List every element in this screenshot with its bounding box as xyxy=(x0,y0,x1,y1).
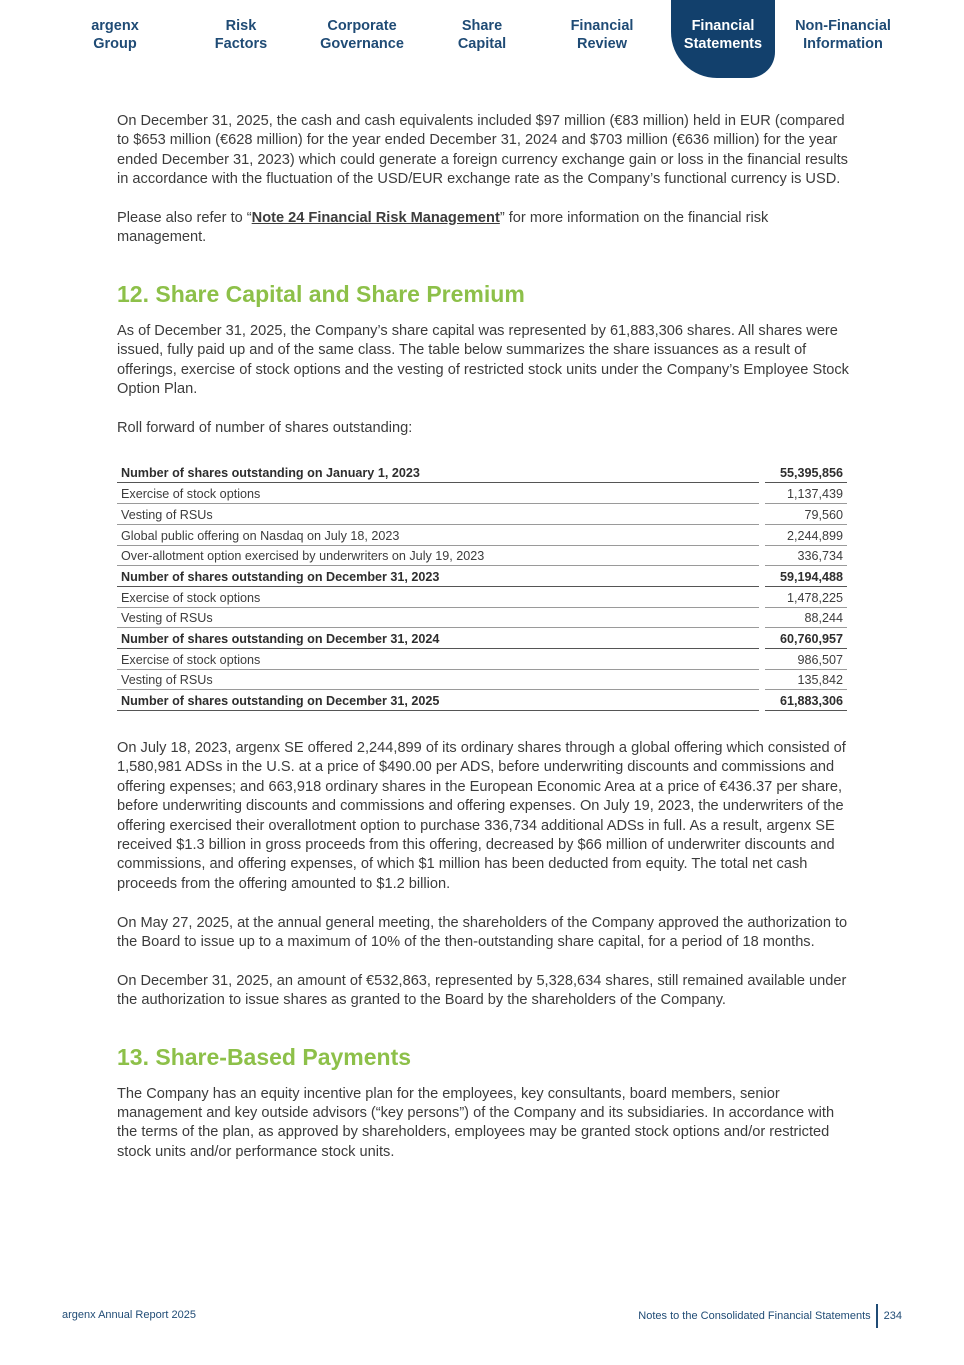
footer-section xyxy=(638,1304,902,1328)
row-value: 336,734 xyxy=(765,545,847,566)
row-label: Number of shares outstanding on January 1, 2023 xyxy=(117,462,759,483)
row-value: 88,244 xyxy=(765,607,847,628)
table-row xyxy=(117,524,847,545)
tab-label-line2: Review xyxy=(577,36,627,52)
row-value: 61,883,306 xyxy=(765,690,847,711)
row-label: Exercise of stock options xyxy=(117,483,759,504)
row-label: Number of shares outstanding on December 31, 2023 xyxy=(117,566,759,587)
row-value: 1,478,225 xyxy=(765,586,847,607)
row-label: Number of shares outstanding on December 31, 2025 xyxy=(117,690,759,711)
row-value: 79,560 xyxy=(765,504,847,525)
table-total-row xyxy=(117,566,847,587)
table-row xyxy=(117,586,847,607)
table-total-row xyxy=(117,690,847,711)
tab-label-line2: Capital xyxy=(457,36,507,52)
main-content xyxy=(117,112,849,1162)
shares-outstanding-table xyxy=(117,462,847,711)
table-row xyxy=(117,669,847,690)
tab-label-line2: Group xyxy=(93,36,137,52)
tab-financial-statements[interactable] xyxy=(671,0,775,78)
footer-divider xyxy=(876,1304,878,1328)
risk-reference-prefix: Please also refer to “ xyxy=(117,210,252,227)
row-label: Vesting of RSUs xyxy=(117,607,759,628)
table-total-row xyxy=(117,462,847,483)
tab-corporate-governance[interactable] xyxy=(307,0,417,78)
row-label: Vesting of RSUs xyxy=(117,669,759,690)
tab-label-line1: Corporate xyxy=(327,18,397,34)
tab-label-line1: Share xyxy=(461,18,503,34)
table-row xyxy=(117,483,847,504)
row-label: Exercise of stock options xyxy=(117,586,759,607)
roll-forward-caption: Roll forward of number of shares outstanding: xyxy=(117,419,413,436)
row-value: 59,194,488 xyxy=(765,566,847,587)
row-label: Vesting of RSUs xyxy=(117,504,759,525)
tab-label-line1: Risk xyxy=(225,18,257,34)
row-value: 135,842 xyxy=(765,669,847,690)
row-value: 55,395,856 xyxy=(765,462,847,483)
row-label: Global public offering on Nasdaq on July 18, 2023 xyxy=(117,524,759,545)
tab-non-financial-information[interactable] xyxy=(788,0,898,78)
table-row xyxy=(117,607,847,628)
top-navigation xyxy=(60,0,903,78)
row-value: 60,760,957 xyxy=(765,628,847,649)
row-value: 2,244,899 xyxy=(765,524,847,545)
equity-incentive-paragraph: The Company has an equity incentive plan for the employees, key consultants, board members, senior management and key outside advisors (“key persons”) of the Company and its subsidiaries. In accordance with the terms of the plan, as approved by shareholders, employees may be granted stock options and/or restricted stock units and/or performance stock units. xyxy=(117,1085,835,1160)
section-13-heading: 13. Share-Based Payments xyxy=(117,1043,412,1070)
table-row xyxy=(117,648,847,669)
risk-reference-suffix: ” for more information on the financial risk management. xyxy=(117,210,769,246)
footer-report-title: argenx Annual Report 2025 xyxy=(62,1309,196,1321)
footer-section-title: Notes to the Consolidated Financial Statements xyxy=(638,1310,871,1322)
tab-risk-factors[interactable] xyxy=(186,0,296,78)
share-capital-paragraph: As of December 31, 2025, the Company’s share capital was represented by 61,883,306 shares. All shares were issued, fully paid up and of the same class. The table below summarizes the share issuances as a result of offerings, exercise of stock options and the vesting of restricted stock units under the Company’s Employee Stock Option Plan. xyxy=(117,322,849,398)
page-number: 234 xyxy=(883,1310,902,1322)
global-offering-paragraph: On July 18, 2023, argenx SE offered 2,244,899 of its ordinary shares through a global offering which consisted of 1,580,981 ADSs in the U.S. at a price of $490.00 per ADS, before underwriting discounts and commissions and offering expenses; and 663,918 ordinary shares in the European Economic Area at a price of €436.37 per share, before underwriting discounts and commissions and offering expenses. On July 19, 2023, the underwriters of the offering exercised their overallotment option to purchase 336,734 additional ADSs in full. As a result, argenx SE received $1.3 billion in gross proceeds from this offering, decreased by $66 million of underwriter discounts and commissions, and offering expenses, of which $1 million has been deducted from equity. The total net cash proceeds from the offering amounted to $1.2 billion. xyxy=(117,740,846,892)
agm-authorization-paragraph: On May 27, 2025, at the annual general meeting, the shareholders of the Company approved the authorization to the Board to issue up to a maximum of 10% of the then-outstanding share capital, for a period of 18 months. xyxy=(117,914,848,951)
note-24-link[interactable]: Note 24 Financial Risk Management xyxy=(251,210,500,227)
risk-reference-paragraph xyxy=(117,209,849,248)
remaining-authorization-paragraph: On December 31, 2025, an amount of €532,863, represented by 5,328,634 shares, still remained available under the authorization to issue shares as granted to the Board by the shareholders of the Company. xyxy=(117,972,847,1009)
row-label: Exercise of stock options xyxy=(117,648,759,669)
row-label: Over-allotment option exercised by underwriters on July 19, 2023 xyxy=(117,545,759,566)
table-row xyxy=(117,504,847,525)
tab-label-line2: Factors xyxy=(214,36,268,52)
table-row xyxy=(117,545,847,566)
tab-label-line1: Financial xyxy=(691,18,755,34)
tab-share-capital[interactable] xyxy=(427,0,537,78)
shares-table-body xyxy=(117,462,847,710)
section-12-heading: 12. Share Capital and Share Premium xyxy=(117,280,525,307)
tab-label-line2: Information xyxy=(803,36,883,52)
tab-label-line2: Governance xyxy=(320,36,404,52)
tab-label-line1: Non-Financial xyxy=(795,18,891,34)
row-value: 1,137,439 xyxy=(765,483,847,504)
tab-label-line1: Financial xyxy=(570,18,634,34)
table-total-row xyxy=(117,628,847,649)
tab-argenx-group[interactable] xyxy=(60,0,170,78)
cash-equivalents-paragraph: On December 31, 2025, the cash and cash equivalents included $97 million (€83 million) held in EUR (compared to $653 million (€628 million) for the year ended December 31, 2024 and $703 million (€636 million) for the year ended December 31, 2023) which could generate a foreign currency exchange gain or loss in the financial results in accordance with the fluctuation of the USD/EUR exchange rate as the Company’s functional currency is USD. xyxy=(117,113,848,188)
tab-label-line1: argenx xyxy=(91,18,139,34)
tab-financial-review[interactable] xyxy=(547,0,657,78)
tab-label-line2: Statements xyxy=(683,36,763,52)
row-value: 986,507 xyxy=(765,648,847,669)
row-label: Number of shares outstanding on December 31, 2024 xyxy=(117,628,759,649)
